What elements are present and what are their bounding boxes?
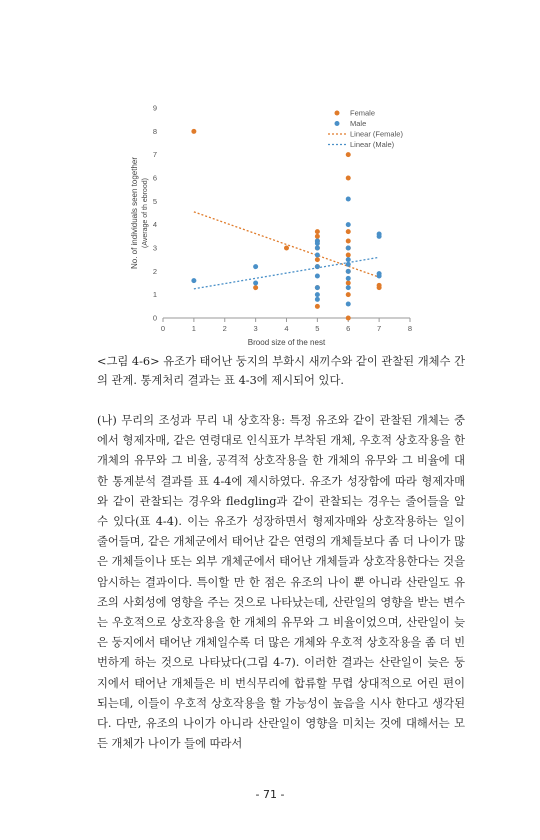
male-point (346, 302, 351, 307)
scatter-chart (100, 95, 430, 350)
legend-label: Male (350, 119, 367, 128)
trend-line-female (194, 212, 379, 277)
male-point (346, 262, 351, 267)
y-tick-label: 5 (152, 196, 157, 206)
male-point (346, 197, 351, 202)
legend-label: Linear (Female) (350, 129, 403, 139)
male-point (346, 285, 351, 290)
x-tick-label: 2 (222, 324, 227, 333)
female-point (253, 285, 258, 290)
y-tick-label: 8 (152, 126, 157, 136)
y-axis-label: No. of individuals seen together (130, 156, 139, 270)
male-point (346, 257, 351, 262)
x-axis-label: Brood size of the nest (247, 338, 326, 347)
legend-marker (335, 121, 340, 126)
trend-line-male (194, 257, 379, 289)
female-point (346, 316, 351, 321)
x-tick-label: 3 (253, 324, 258, 333)
female-point (284, 246, 289, 251)
female-point (315, 229, 320, 234)
plot-area (130, 104, 412, 348)
male-point (377, 232, 382, 237)
female-point (315, 234, 320, 239)
legend-marker (335, 111, 340, 116)
female-point (346, 292, 351, 297)
x-tick-label: 8 (407, 324, 413, 333)
female-point (315, 257, 320, 262)
female-point (346, 239, 351, 244)
male-point (253, 264, 258, 269)
male-point (315, 264, 320, 269)
male-point (315, 239, 320, 244)
page-number: - 71 - (255, 788, 285, 801)
male-point (191, 278, 196, 283)
y-tick-label: 7 (152, 150, 157, 160)
x-tick-label: 0 (160, 324, 166, 333)
y-tick-label: 1 (152, 290, 157, 300)
male-point (346, 222, 351, 227)
male-point (315, 253, 320, 258)
female-point (346, 253, 351, 258)
x-tick-label: 5 (315, 324, 320, 333)
male-point (346, 276, 351, 281)
female-point (315, 304, 320, 309)
x-tick-label: 7 (377, 324, 382, 333)
male-point (377, 271, 382, 276)
body-paragraph: (나) 무리의 조성과 무리 내 상호작용: 특정 유조와 같이 관찰된 개체는 중에서 형제자매, 같은 연령대로 인식표가 부착된 개체, 우호적 상호작용을 한 개체의 유무와 그 비율, 공격적 상호작용을 한 개체의 유무와 그 비율에 대한 통계분석 결과를 표 4-4에 제시하였다. 유조가 성장함에 따라 형제자매와 같이 관찰되는 경우와 fledgling과 같이 관찰되는 경우는 줄어들을 알 수 있다(표 4-4). 이는 유조가 성장하면서 형제자매와 상호작용하는 일이 줄어들며, 같은 개체군에서 태어난 같은 연령의 개체들보다 좀 더 나이가 많은 개체들이나 또는 외부 개체군에서 태어난 개체들과 상호작용한다는 것을 암시하는 결과이다. 특이할 만 한 점은 유조의 나이 뿐 아니라 산란일도 유조의 사회성에 영향을 주는 것으로 나타났는데, 산란일의 영향을 받는 변수는 우호적으로 상호작용을 한 개체의 유무와 그 비율이었으며, 산란일이 늦은 둥지에서 태어난 개체일수록 더 많은 개체와 우호적 상호작용을 좀 더 빈번하게 하는 것으로 나타났다(그림 4-7). 이러한 결과는 산란일이 늦은 둥지에서 태어난 개체들은 비 번식무리에 합류할 무렵 상대적으로 어린 편이 되는데, 이들이 우호적 상호작용을 할 가능성이 높음을 시사 한다고 생각된다. 다만, 유조의 나이가 아니라 산란일이 영향을 미치는 것에 대해서는 모든 개체가 나이가 들에 따라서 (97, 414, 465, 751)
male-point (346, 246, 351, 251)
male-point (315, 297, 320, 302)
legend-label: Female (350, 108, 376, 118)
female-point (377, 283, 382, 288)
female-point (346, 152, 351, 157)
male-point (315, 292, 320, 297)
female-point (346, 176, 351, 181)
female-point (191, 129, 196, 134)
y-tick-label: 9 (152, 103, 157, 113)
y-tick-label: 6 (152, 173, 157, 183)
male-point (253, 281, 258, 286)
x-tick-label: 4 (284, 324, 289, 333)
female-point (346, 229, 351, 234)
y-tick-label: 3 (152, 243, 157, 253)
female-point (346, 281, 351, 286)
x-tick-label: 1 (191, 324, 196, 333)
legend-label: Linear (Male) (350, 140, 395, 149)
x-tick-label: 6 (346, 324, 351, 333)
male-point (315, 246, 320, 251)
y-axis-label-sub: (Average of th ebrood) (142, 178, 149, 248)
y-tick-label: 4 (152, 220, 157, 230)
male-point (346, 269, 351, 274)
male-point (315, 285, 320, 290)
y-tick-label: 0 (152, 313, 157, 323)
y-tick-label: 2 (152, 266, 157, 276)
male-point (315, 274, 320, 279)
figure-caption: <그림 4-6> 유조가 태어난 둥지의 부화시 새끼수와 같이 관찰된 개체수 간의 관계. 통계처리 결과는 표 4-3에 제시되어 있다. (97, 355, 465, 387)
